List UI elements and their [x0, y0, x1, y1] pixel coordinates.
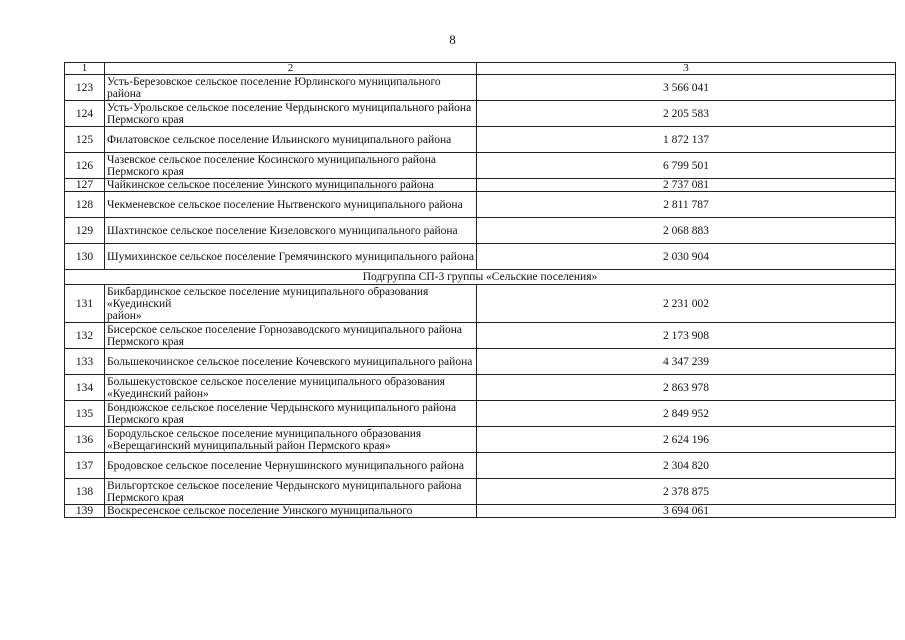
- row-value: 2 030 904: [477, 244, 896, 270]
- row-number: 139: [65, 505, 105, 518]
- table-row: [65, 323, 896, 349]
- row-name: Усть-Урольское сельское поселение Чердынского муниципального района Пермского края: [105, 101, 477, 127]
- row-number: 135: [65, 401, 105, 427]
- table-row: [65, 218, 896, 244]
- row-name: Филатовское сельское поселение Ильинского муниципального района: [105, 127, 477, 153]
- row-name: Вильгортское сельское поселение Чердынского муниципального района Пермского края: [105, 479, 477, 505]
- row-value: 2 849 952: [477, 401, 896, 427]
- row-number: 138: [65, 479, 105, 505]
- row-number: 136: [65, 427, 105, 453]
- row-name: Чайкинское сельское поселение Уинского муниципального района: [105, 179, 477, 192]
- table-row: [65, 192, 896, 218]
- row-name: Бикбардинское сельское поселение муниципального образования «Куединский район»: [105, 285, 477, 323]
- table-row: [65, 127, 896, 153]
- row-value: 2 304 820: [477, 453, 896, 479]
- row-name: Бондюжское сельское поселение Чердынского муниципального района Пермского края: [105, 401, 477, 427]
- table-row: [65, 75, 896, 101]
- row-value: 2 173 908: [477, 323, 896, 349]
- table-row: [65, 401, 896, 427]
- row-value: 3 566 041: [477, 75, 896, 101]
- row-name: Шахтинское сельское поселение Кизеловского муниципального района: [105, 218, 477, 244]
- row-number: 130: [65, 244, 105, 270]
- row-number: 125: [65, 127, 105, 153]
- table-header-row: [65, 63, 896, 75]
- row-name: Бородульское сельское поселение муниципального образования «Верещагинский муниципальный район Пермского края»: [105, 427, 477, 453]
- row-number: 134: [65, 375, 105, 401]
- row-number: 127: [65, 179, 105, 192]
- row-value: 6 799 501: [477, 153, 896, 179]
- allocation-table: [64, 62, 896, 518]
- row-value: 2 231 002: [477, 285, 896, 323]
- table-row: [65, 179, 896, 192]
- row-name: Шумихинское сельское поселение Гремячинского муниципального района: [105, 244, 477, 270]
- row-value: 2 378 875: [477, 479, 896, 505]
- row-value: 2 737 081: [477, 179, 896, 192]
- row-value: 2 205 583: [477, 101, 896, 127]
- row-number: 128: [65, 192, 105, 218]
- row-number: 131: [65, 285, 105, 323]
- row-number: 126: [65, 153, 105, 179]
- row-value: 1 872 137: [477, 127, 896, 153]
- row-number: 123: [65, 75, 105, 101]
- table-row: [65, 505, 896, 518]
- table-row: [65, 427, 896, 453]
- column-header: 3: [477, 63, 896, 75]
- table-row: [65, 479, 896, 505]
- subgroup-row: [65, 270, 896, 285]
- table-row: [65, 349, 896, 375]
- row-name: Большекустовское сельское поселение муниципального образования «Куединский район»: [105, 375, 477, 401]
- table-row: [65, 453, 896, 479]
- table-row: [65, 101, 896, 127]
- row-name: Чекменевское сельское поселение Нытвенского муниципального района: [105, 192, 477, 218]
- row-number: 124: [65, 101, 105, 127]
- row-name: Усть-Березовское сельское поселение Юрлинского муниципального района: [105, 75, 477, 101]
- row-number: 137: [65, 453, 105, 479]
- table-row: [65, 375, 896, 401]
- row-value: 2 624 196: [477, 427, 896, 453]
- page-number: 8: [449, 32, 456, 47]
- subgroup-title: Подгруппа СП-3 группы «Сельские поселения»: [65, 270, 896, 285]
- table-row: [65, 153, 896, 179]
- table-row: [65, 244, 896, 270]
- row-number: 133: [65, 349, 105, 375]
- row-value: 2 068 883: [477, 218, 896, 244]
- row-number: 132: [65, 323, 105, 349]
- row-value: 4 347 239: [477, 349, 896, 375]
- row-value: 2 811 787: [477, 192, 896, 218]
- row-name: Чазевское сельское поселение Косинского муниципального района Пермского края: [105, 153, 477, 179]
- table-row: [65, 285, 896, 323]
- row-number: 129: [65, 218, 105, 244]
- row-value: 2 863 978: [477, 375, 896, 401]
- row-value: 3 694 061: [477, 505, 896, 518]
- row-name: Большекочинское сельское поселение Кочевского муниципального района: [105, 349, 477, 375]
- row-name: Воскресенское сельское поселение Уинского муниципального: [105, 505, 477, 518]
- row-name: Бисерское сельское поселение Горнозаводского муниципального района Пермского края: [105, 323, 477, 349]
- row-name: Бродовское сельское поселение Чернушинского муниципального района: [105, 453, 477, 479]
- column-header: 2: [105, 63, 477, 75]
- column-header: 1: [65, 63, 105, 75]
